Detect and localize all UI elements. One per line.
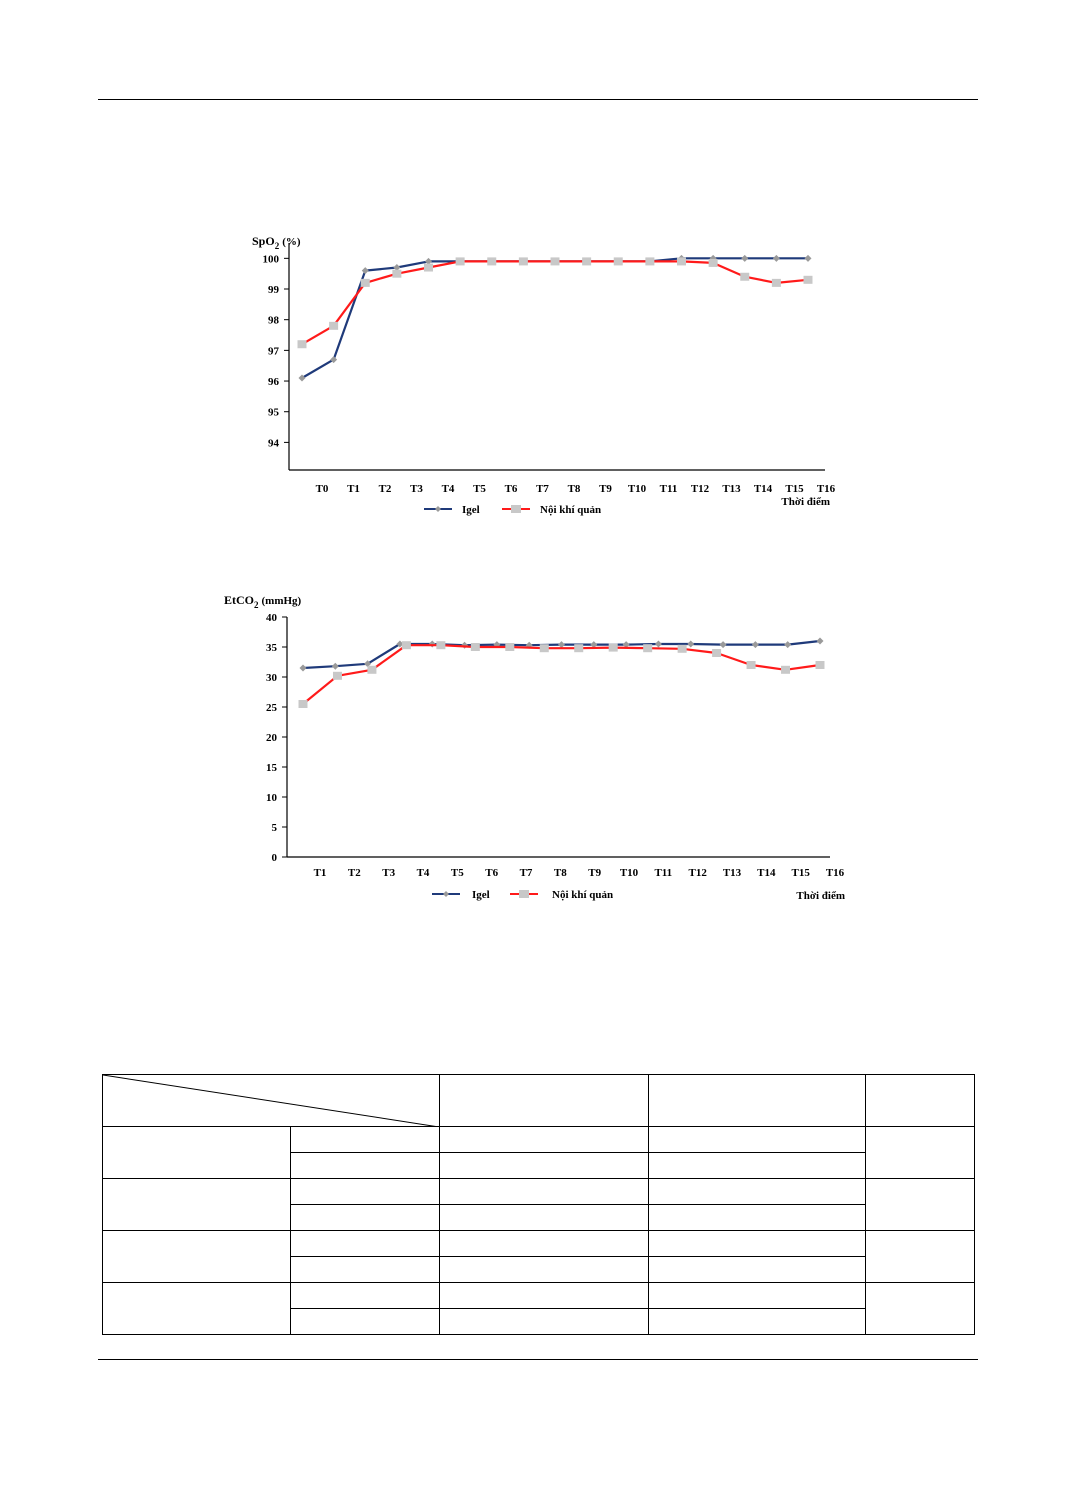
ntq-data-point xyxy=(582,257,591,265)
ntq-data-point xyxy=(361,279,370,287)
ntq-data-point xyxy=(804,276,813,284)
igel-data-point xyxy=(805,255,812,262)
x-axis-title: Thời điểm xyxy=(781,496,830,508)
x-tick-label: T8 xyxy=(553,867,567,879)
table-header-cell xyxy=(866,1075,975,1127)
y-tick-label: 96 xyxy=(268,376,279,389)
table-cell xyxy=(649,1179,866,1205)
y-tick-label: 40 xyxy=(266,612,277,624)
ntq-data-point xyxy=(299,700,308,708)
y-tick-label: 99 xyxy=(268,284,279,297)
ntq-data-point xyxy=(574,644,583,652)
y-tick-label: 94 xyxy=(268,437,279,450)
y-tick-label: 25 xyxy=(266,702,277,714)
legend-marker xyxy=(435,506,441,512)
y-tick-label: 30 xyxy=(266,672,277,684)
ntq-data-point xyxy=(712,649,721,657)
ntq-series-line xyxy=(303,645,820,704)
spo2-line-chart xyxy=(0,225,1078,525)
x-tick-label: T0 xyxy=(315,483,329,495)
legend-marker xyxy=(511,505,521,513)
y-tick-label: 0 xyxy=(271,852,277,864)
ntq-data-point xyxy=(298,340,307,348)
x-axis-title: Thời điểm xyxy=(796,890,845,902)
igel-data-point xyxy=(784,641,791,648)
ntq-data-point xyxy=(471,643,480,651)
ntq-data-point xyxy=(816,661,825,669)
table-cell xyxy=(103,1127,291,1179)
y-tick-label: 95 xyxy=(268,406,279,419)
ntq-data-point xyxy=(740,273,749,281)
table-cell xyxy=(649,1231,866,1257)
legend-marker xyxy=(443,891,449,897)
ntq-data-point xyxy=(505,643,514,651)
table-cell xyxy=(866,1283,975,1335)
table-cell xyxy=(866,1179,975,1231)
ntq-data-point xyxy=(645,257,654,265)
x-tick-label: T11 xyxy=(659,483,678,495)
legend-marker xyxy=(519,890,529,898)
footer-rule xyxy=(98,1359,978,1360)
ntq-data-point xyxy=(540,644,549,652)
table-cell xyxy=(440,1309,649,1335)
ntq-data-point xyxy=(709,259,718,267)
x-tick-label: T7 xyxy=(519,867,533,879)
x-tick-label: T3 xyxy=(382,867,396,879)
igel-data-point xyxy=(300,665,307,672)
igel-data-point xyxy=(687,641,694,648)
x-tick-label: T5 xyxy=(473,483,486,495)
igel-data-point xyxy=(655,641,662,648)
x-tick-label: T1 xyxy=(313,867,327,879)
ntq-series-line xyxy=(302,261,808,344)
x-tick-label: T10 xyxy=(627,483,647,495)
y-tick-label: 15 xyxy=(266,762,277,774)
igel-data-point xyxy=(752,641,759,648)
table-cell xyxy=(649,1309,866,1335)
igel-data-point xyxy=(332,663,339,670)
ntq-data-point xyxy=(643,644,652,652)
table-cell xyxy=(290,1205,439,1231)
table-cell xyxy=(290,1309,439,1335)
ntq-data-point xyxy=(436,641,445,649)
table-header-cell xyxy=(440,1075,649,1127)
ntq-data-point xyxy=(678,645,687,653)
x-tick-label: T5 xyxy=(450,867,464,879)
ntq-data-point xyxy=(367,666,376,674)
x-tick-label: T6 xyxy=(504,483,518,495)
etco2-line-chart xyxy=(0,585,1078,915)
x-tick-label: T7 xyxy=(536,483,549,495)
table-cell xyxy=(440,1231,649,1257)
x-tick-label: T12 xyxy=(690,483,710,495)
table-cell xyxy=(290,1179,439,1205)
y-axis-title: EtCO$_2$ (mmHg) xyxy=(224,593,302,610)
ntq-data-point xyxy=(392,270,401,278)
table-cell xyxy=(866,1127,975,1179)
x-tick-label: T3 xyxy=(410,483,423,495)
table-cell xyxy=(649,1153,866,1179)
legend-label: Nội khí quản xyxy=(552,889,614,901)
ntq-data-point xyxy=(614,257,623,265)
x-tick-label: T1 xyxy=(347,483,360,495)
ntq-data-point xyxy=(333,672,342,680)
x-tick-label: T14 xyxy=(757,867,776,879)
ntq-data-point xyxy=(747,661,756,669)
x-tick-label: T10 xyxy=(619,867,639,879)
y-tick-label: 5 xyxy=(271,822,277,834)
empty-table xyxy=(102,1074,975,1335)
table-cell xyxy=(290,1283,439,1309)
table-cell xyxy=(440,1153,649,1179)
legend-label: Igel xyxy=(462,504,480,516)
x-tick-label: T12 xyxy=(688,867,707,879)
ntq-data-point xyxy=(609,644,618,652)
ntq-data-point xyxy=(456,257,465,265)
x-tick-label: T4 xyxy=(441,483,455,495)
y-tick-label: 10 xyxy=(266,792,277,804)
legend-label: Nội khí quản xyxy=(540,504,602,516)
table-cell xyxy=(649,1257,866,1283)
ntq-data-point xyxy=(772,279,781,287)
igel-series-line xyxy=(302,258,808,378)
igel-data-point xyxy=(558,641,565,648)
ntq-data-point xyxy=(551,257,560,265)
x-tick-label: T16 xyxy=(816,483,836,495)
table-cell xyxy=(290,1127,439,1153)
y-tick-label: 98 xyxy=(268,314,279,327)
igel-data-point xyxy=(773,255,780,262)
x-tick-label: T9 xyxy=(599,483,612,495)
igel-data-point xyxy=(362,267,369,274)
table-cell xyxy=(649,1205,866,1231)
y-axis-title: SpO$_2$ (%) xyxy=(252,234,301,251)
ntq-data-point xyxy=(402,641,411,649)
ntq-data-point xyxy=(781,666,790,674)
table-cell xyxy=(440,1257,649,1283)
table-cell xyxy=(440,1127,649,1153)
table-cell xyxy=(290,1231,439,1257)
table-cell xyxy=(103,1231,291,1283)
igel-data-point xyxy=(429,641,436,648)
header-rule xyxy=(98,99,978,100)
igel-data-point xyxy=(741,255,748,262)
x-tick-label: T9 xyxy=(588,867,602,879)
x-tick-label: T15 xyxy=(785,483,804,495)
x-tick-label: T13 xyxy=(722,483,741,495)
y-tick-label: 35 xyxy=(266,642,277,654)
x-tick-label: T13 xyxy=(722,867,742,879)
ntq-data-point xyxy=(519,257,528,265)
table-cell xyxy=(103,1283,291,1335)
table-header-cell xyxy=(649,1075,866,1127)
igel-data-point xyxy=(720,641,727,648)
x-tick-label: T11 xyxy=(654,867,673,879)
y-tick-label: 100 xyxy=(262,253,279,266)
ntq-data-point xyxy=(677,257,686,265)
table-cell xyxy=(103,1179,291,1231)
table-cell xyxy=(440,1179,649,1205)
table-cell xyxy=(866,1231,975,1283)
ntq-data-point xyxy=(487,257,496,265)
legend-label: Igel xyxy=(472,889,490,901)
x-tick-label: T6 xyxy=(485,867,499,879)
x-tick-label: T2 xyxy=(347,867,361,879)
table-cell xyxy=(649,1283,866,1309)
ntq-data-point xyxy=(424,264,433,272)
diagonal-line xyxy=(103,1075,439,1127)
table-cell xyxy=(290,1153,439,1179)
y-tick-label: 20 xyxy=(266,732,277,744)
igel-data-point xyxy=(817,638,824,645)
x-tick-label: T2 xyxy=(378,483,392,495)
table-cell xyxy=(440,1283,649,1309)
x-tick-label: T8 xyxy=(567,483,581,495)
y-tick-label: 97 xyxy=(268,345,279,358)
x-tick-label: T14 xyxy=(753,483,773,495)
table-corner-cell xyxy=(103,1075,440,1127)
x-tick-label: T15 xyxy=(791,867,810,879)
ntq-data-point xyxy=(329,322,338,330)
table-cell xyxy=(440,1205,649,1231)
x-tick-label: T4 xyxy=(416,867,430,879)
table-cell xyxy=(649,1127,866,1153)
x-tick-label: T16 xyxy=(825,867,845,879)
table-cell xyxy=(290,1257,439,1283)
